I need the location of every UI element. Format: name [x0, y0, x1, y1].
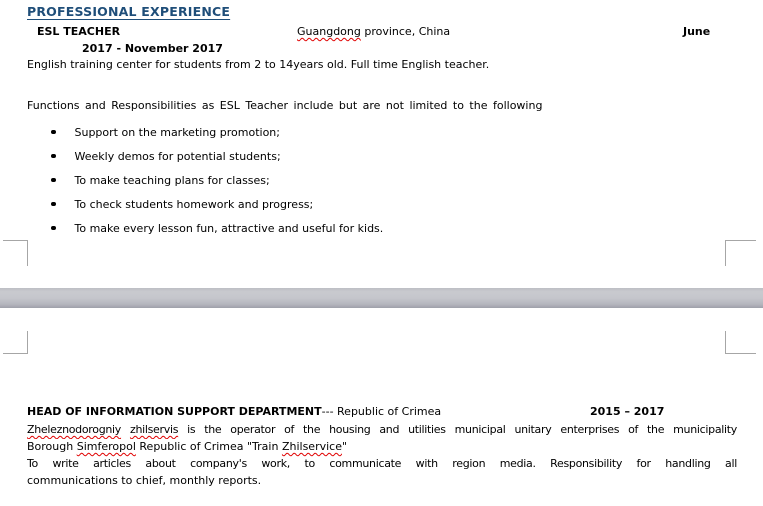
page2-description-line4[interactable]: communications to chief, monthly reports.	[27, 474, 262, 487]
page2-date-range[interactable]: 2015 – 2017	[590, 405, 665, 418]
description-line2-prefix: Borough	[27, 440, 77, 453]
page2-job-title: HEAD OF INFORMATION SUPPORT DEPARTMENT	[27, 405, 322, 418]
page2-job-title-line[interactable]	[27, 405, 441, 419]
page2-top-left-margin-mark	[3, 331, 28, 354]
description-line1-rest: is the operator of the housing and utilities municipal unitary enterprises of the municipality	[178, 423, 737, 436]
misspelled-word-zheleznodorogniy: Zheleznodorogniy	[27, 423, 122, 436]
bullet-dot-icon	[51, 202, 56, 207]
page1-bottom-right-margin-mark	[725, 240, 756, 266]
bullet-item[interactable]	[51, 198, 313, 212]
bullet-text: Weekly demos for potential students;	[74, 150, 281, 163]
bullet-item[interactable]	[51, 150, 281, 164]
page1-date-month[interactable]: June	[683, 25, 711, 38]
page1-summary-line[interactable]: English training center for students from 2 to 14years old. Full time English teacher.	[27, 58, 490, 71]
bullet-text: Support on the marketing promotion;	[74, 126, 280, 139]
bullet-dot-icon	[51, 226, 56, 231]
page1-date-range[interactable]: 2017 - November 2017	[82, 42, 223, 55]
page1-job-location[interactable]	[297, 25, 450, 39]
bullet-text: To make teaching plans for classes;	[74, 174, 270, 187]
page-break-separator[interactable]	[0, 288, 763, 308]
misspelled-word-zhilservice: Zhilservice	[281, 440, 342, 453]
location-rest: province, China	[360, 25, 451, 38]
misspelled-word-zhilservis: zhilservis	[129, 423, 179, 436]
page2-description-line1[interactable]	[27, 423, 737, 439]
description-line2-suffix: "	[341, 440, 348, 453]
bullet-item[interactable]	[51, 174, 270, 188]
page2-top-right-margin-mark	[725, 331, 756, 354]
page1-responsibilities-intro[interactable]: Functions and Responsibilities as ESL Teacher include but are not limited to the following	[27, 99, 543, 112]
page1-bottom-left-margin-mark	[3, 240, 28, 266]
description-line2-mid: Republic of Crimea "Train	[135, 440, 282, 453]
page2-job-title-suffix: --- Republic of Crimea	[321, 405, 442, 418]
section-heading[interactable]: PROFESSIONAL EXPERIENCE	[27, 4, 231, 19]
bullet-dot-icon	[51, 130, 56, 135]
page2-description-line2[interactable]	[27, 440, 347, 454]
bullet-dot-icon	[51, 154, 56, 159]
page1-job-title[interactable]: ESL TEACHER	[37, 25, 121, 38]
bullet-item[interactable]	[51, 126, 280, 140]
bullet-text: To check students homework and progress;	[74, 198, 314, 211]
misspelled-word-guangdong: Guangdong	[297, 25, 361, 38]
bullet-item[interactable]	[51, 222, 383, 236]
page2-description-line3[interactable]: To write articles about company's work, to communicate with region media. Responsibility for handling all	[27, 457, 737, 470]
bullet-dot-icon	[51, 178, 56, 183]
misspelled-word-simferopol: Simferopol	[76, 440, 136, 453]
bullet-text: To make every lesson fun, attractive and useful for kids.	[74, 222, 384, 235]
